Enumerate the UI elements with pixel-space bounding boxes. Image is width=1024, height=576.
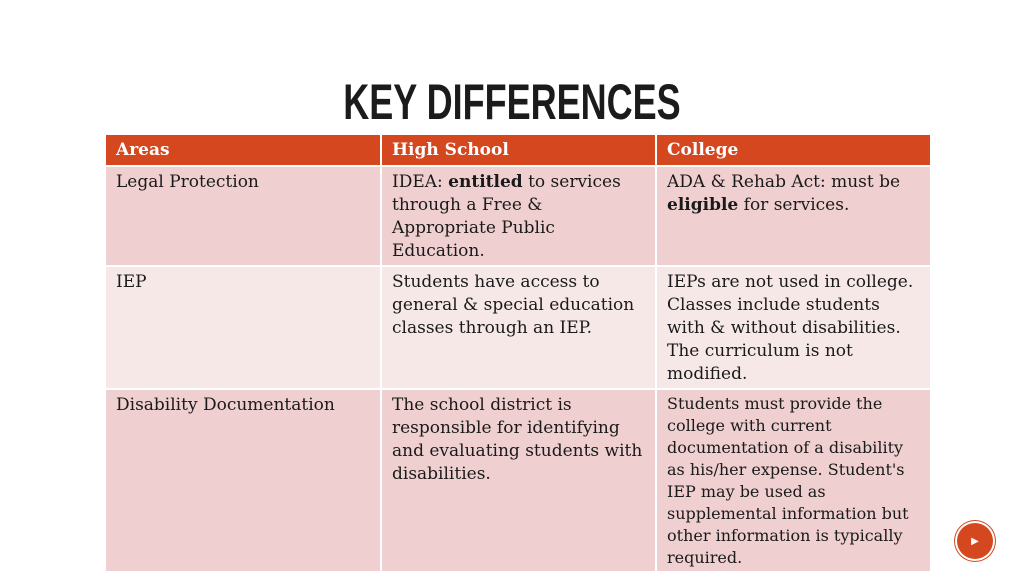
table-header-row [106,135,931,166]
cell-text: IDEA: [392,172,449,192]
cell-college: IEPs are not used in college. Classes include students with & without disabilities. The curriculum is not modified. [656,266,931,389]
cell-college: Students must provide the college with current documentation of a disability as his/her expense. Student's IEP may be used as supplemental information but other information is typically required. [656,389,931,571]
slide-title: KEY DIFFERENCES [343,74,681,130]
header-high-school: High School [381,135,656,166]
table-row [106,266,931,389]
cell-high-school [381,166,656,266]
cell-text: for services. [738,195,850,215]
cell-text: to services through a Free & Appropriate Public Education. [392,172,621,261]
cell-area: IEP [106,266,381,389]
cell-bold-text: eligible [667,195,739,215]
cell-text: ADA & Rehab Act: must be [667,172,901,192]
next-slide-icon: ▶ [971,535,979,547]
cell-area: Disability Documentation [106,389,381,571]
table-row [106,389,931,571]
next-slide-button[interactable] [957,523,993,559]
cell-area: Legal Protection [106,166,381,266]
header-college: College [656,135,931,166]
table-row [106,166,931,266]
cell-college [656,166,931,266]
cell-high-school: The school district is responsible for identifying and evaluating students with disabilities. [381,389,656,571]
cell-bold-text: entitled [448,172,523,192]
header-areas: Areas [106,135,381,166]
comparison-table [106,135,932,571]
cell-high-school: Students have access to general & special education classes through an IEP. [381,266,656,389]
